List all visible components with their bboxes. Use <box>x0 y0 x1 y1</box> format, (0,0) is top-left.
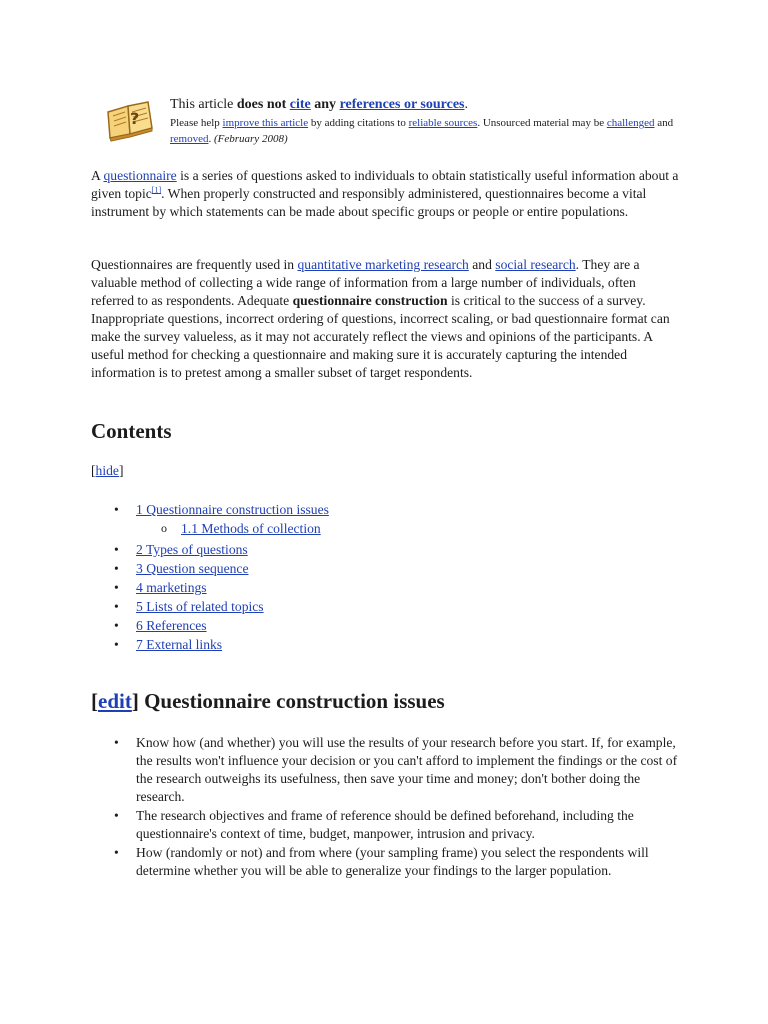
notice-bold: does not <box>236 97 290 112</box>
section-heading-construction-issues <box>91 689 445 714</box>
notice-period: . <box>464 97 468 112</box>
references-sources-link[interactable]: references or sources <box>339 97 465 112</box>
hide-toc-link[interactable]: hide <box>95 463 119 478</box>
notice-text: and <box>654 117 674 129</box>
improve-article-link[interactable]: improve this article <box>222 117 309 129</box>
bracket: ] <box>118 463 124 478</box>
cite-link[interactable]: cite <box>289 97 311 112</box>
toc-item <box>91 559 329 578</box>
para-text: and <box>468 257 496 272</box>
bold-term: questionnaire construction <box>292 293 448 308</box>
list-item: • Know how (and whether) you will use the results of your research before you start. If, for example, the results won't influence your decision or you can't afford to implement the findings or the cost of the research outweighs its usefulness, then save your time and money; don't bother doing the research. <box>91 734 691 806</box>
toc-item <box>91 540 329 559</box>
removed-link[interactable]: removed <box>170 133 209 145</box>
toc-link-types-of-questions[interactable]: 2 Types of questions <box>136 542 248 557</box>
toc-item <box>91 578 329 597</box>
toc-item <box>91 500 329 519</box>
notice-text: Please help <box>170 117 223 129</box>
toc-item <box>91 597 329 616</box>
notice-text: by adding citations to <box>308 117 409 129</box>
notice-text: . <box>208 133 214 145</box>
edit-section-link[interactable]: edit <box>98 689 132 713</box>
citation-1-link[interactable]: [1] <box>151 185 162 195</box>
para-text: is critical to the success of a survey. Inappropriate questions, incorrect ordering of questions, incorrect scaling, or bad questionnaire format can make the survey valueless, as it may not accurately reflect the views and opinions of the participants. A useful method for checking a questionnaire and making sure it is accurately capturing the intended information is to pretest among a smaller subset of target respondents. <box>91 293 670 380</box>
quantitative-marketing-research-link[interactable]: quantitative marketing research <box>297 257 469 272</box>
toc-item <box>91 635 329 654</box>
construction-issues-list <box>91 734 691 881</box>
toc-toggle <box>91 463 123 479</box>
para-text: . They are a valuable method of collecting a wide range of information from a large number of individuals, often referred to as respondents. Adequate <box>91 257 640 308</box>
contents-heading: Contents <box>91 419 172 443</box>
list-item: • The research objectives and frame of reference should be defined beforehand, including the questionnaire's context of time, budget, manpower, intrusion and privacy. <box>91 807 691 843</box>
toc-link-related-topics[interactable]: 5 Lists of related topics <box>136 599 264 614</box>
notice-bold-any: any <box>310 97 340 112</box>
toc-link-external-links[interactable]: 7 External links <box>136 637 223 652</box>
bracket: ] <box>131 689 139 713</box>
svg-text:?: ? <box>130 109 140 128</box>
toc-subitem <box>91 519 329 538</box>
para-text: Questionnaires are frequently used in <box>91 257 298 272</box>
reliable-sources-link[interactable]: reliable sources <box>408 117 478 129</box>
notice-text: . Unsourced material may be <box>477 117 607 129</box>
table-of-contents <box>91 500 329 654</box>
bracket: [ <box>91 463 96 478</box>
notice-line-2 <box>170 115 680 147</box>
bracket: [ <box>91 689 98 713</box>
toc-item <box>91 616 329 635</box>
social-research-link[interactable]: social research <box>495 257 576 272</box>
toc-link-marketings[interactable]: 4 marketings <box>136 580 207 595</box>
toc-link-references[interactable]: 6 References <box>136 618 207 633</box>
section-title: Questionnaire construction issues <box>138 689 445 713</box>
toc-link-question-sequence[interactable]: 3 Question sequence <box>136 561 249 576</box>
open-book-icon <box>104 98 156 142</box>
intro-paragraph-2 <box>91 256 681 382</box>
notice-text: This article <box>170 97 237 112</box>
toc-link-methods-of-collection[interactable]: 1.1 Methods of collection <box>181 521 321 536</box>
para-text: A <box>91 168 104 183</box>
para-text: . When properly constructed and responsibly administered, questionnaires become a vital instrument by which statements can be made about specific groups or people or entire populations. <box>91 186 647 219</box>
toc-link-construction-issues[interactable]: 1 Questionnaire construction issues <box>136 502 329 517</box>
questionnaire-link[interactable]: questionnaire <box>103 168 177 183</box>
notice-line-1 <box>170 96 468 114</box>
notice-date: (February 2008) <box>213 133 288 145</box>
list-item: • How (randomly or not) and from where (your sampling frame) you select the respondents will determine whether you will be able to generalize your findings to the larger population. <box>91 844 691 880</box>
intro-paragraph-1 <box>91 167 681 221</box>
para-text: is a series of questions asked to individuals to obtain statistically useful information about a given topic <box>91 168 679 201</box>
challenged-link[interactable]: challenged <box>606 117 655 129</box>
